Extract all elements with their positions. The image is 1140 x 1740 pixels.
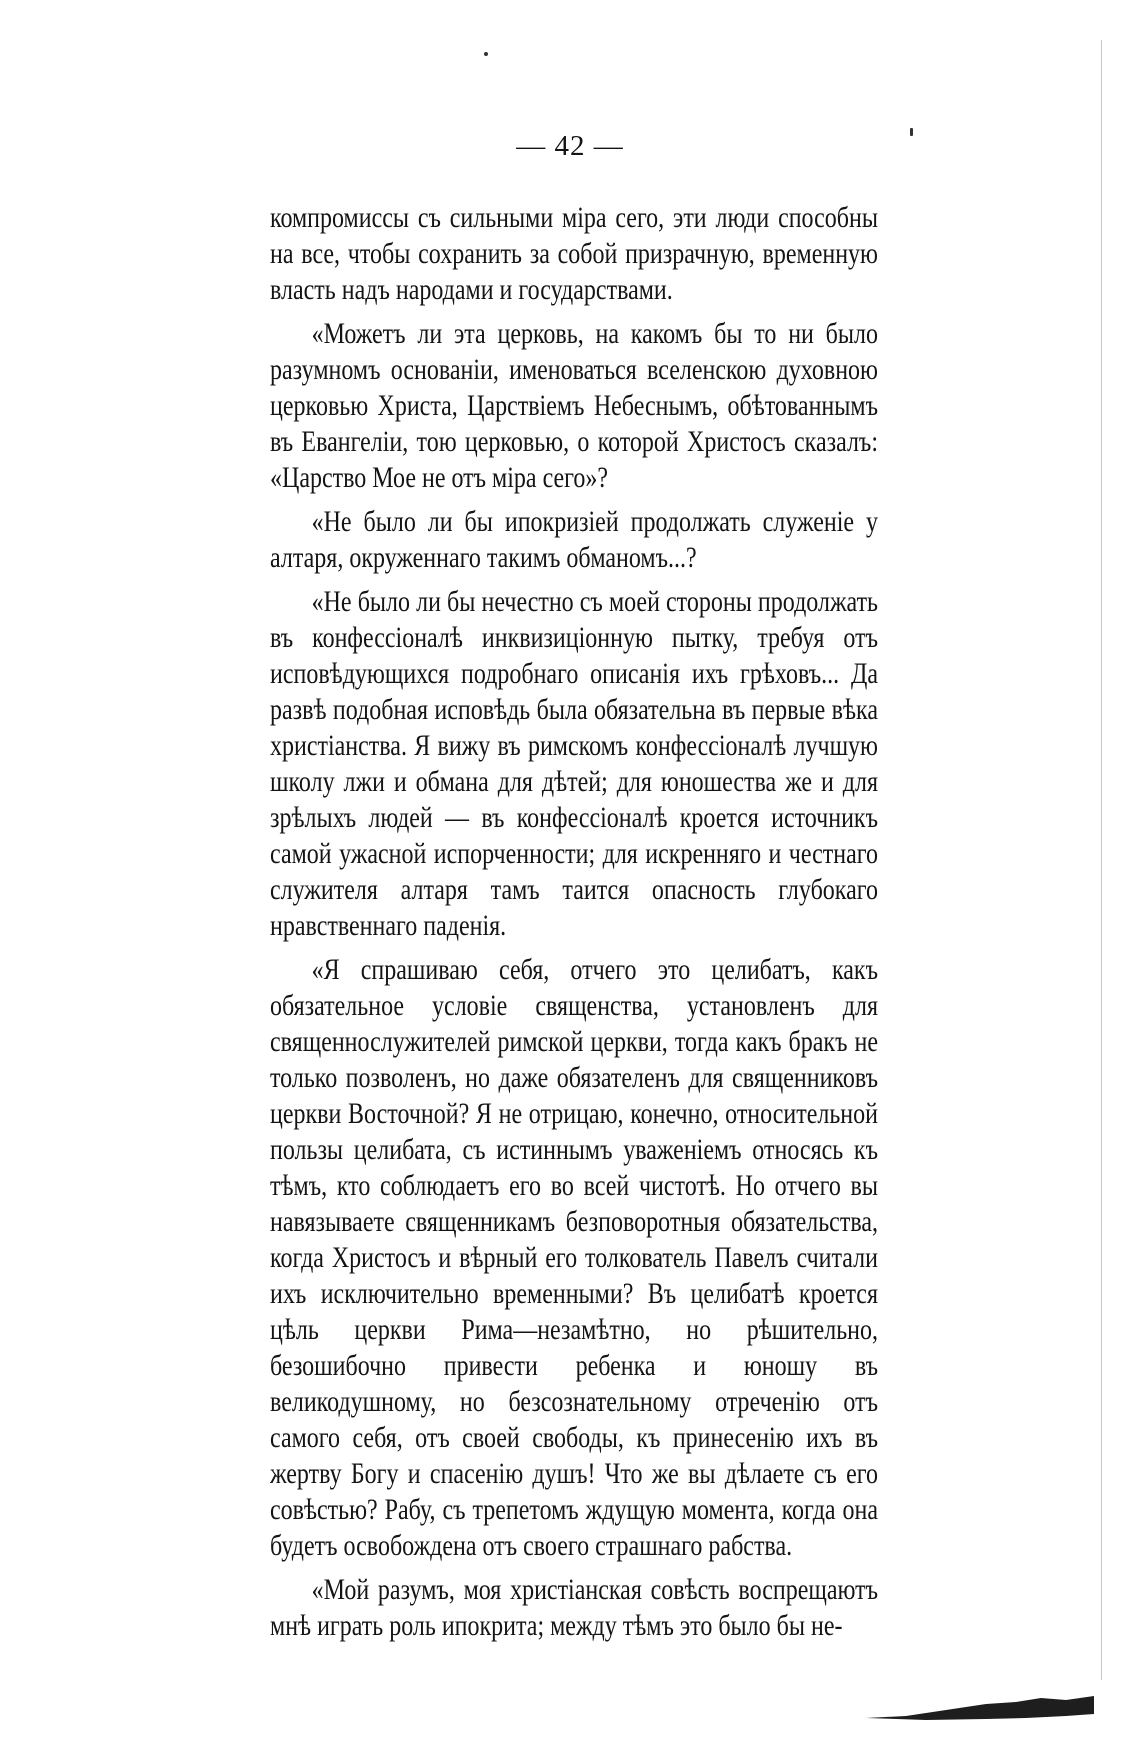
paragraph-3: «Не было ли бы ипокризіей продолжать служеніе у алтаря, окруженнаго такимъ обманомъ...? [270,505,879,574]
ink-stain [866,1692,1096,1722]
paragraph-5: «Я спрашиваю себя, отчего это целибатъ, какъ обязательное условіе священства, установленъ для священнослужителей римской церкви, тогда какъ бракъ не только позволенъ, но даже обязателенъ для священниковъ церкви Восточной? Я не отрицаю, конечно, относительной пользы целибата, съ истиннымъ уваженіемъ относясь къ тѣмъ, кто соблюдаетъ его во всей чистотѣ. Но отчего вы навязываете священникамъ безповоротныя обязательства, когда Христосъ и вѣрный его толкователь Павелъ считали ихъ исключительно временными? Въ целибатѣ кроется цѣль церкви Рима—незамѣтно, но рѣшительно, безошибочно привести ребенка и юношу въ великодушному, но безсознательному отреченію отъ самого себя, отъ своей свободы, къ принесенію ихъ въ жертву Богу и спасенію душъ! Что же вы дѣлаете съ его совѣстью? Рабу, съ трепетомъ ждущую момента, когда она будетъ освобождена отъ своего страшнаго рабства. [270,953,879,1562]
page-number: — 42 — [516,130,624,162]
paragraph-2: «Можетъ ли эта церковь, на какомъ бы то ни было разумномъ основаніи, именоваться вселенскою духовною церковью Христа, Царствіемъ Небеснымъ, обѣтованнымъ въ Евангеліи, тою церковью, о которой Христосъ сказалъ: «Царство Мое не отъ міра сего»? [270,317,879,494]
speck-top [484,52,488,56]
speck-right [910,128,913,136]
body-text [270,200,878,1652]
page-edge [1101,40,1102,1680]
paragraph-6: «Мой разумъ, моя христіанская совѣсть воспрещаютъ мнѣ играть роль ипокрита; между тѣмъ это было бы не- [270,1573,879,1642]
paragraph-1: компромиссы съ сильными міра сего, эти люди способны на все, чтобы сохранить за собой призрачную, временную власть надъ народами и государствами. [270,201,878,306]
paragraph-4: «Не было ли бы нечестно съ моей стороны продолжать въ конфессіоналѣ инквизиціонную пытку, требуя отъ исповѣдующихся подробнаго описанія ихъ грѣховъ... Да развѣ подобная исповѣдь была обязательна въ первые вѣка христіанства. Я вижу въ римскомъ конфессіоналѣ лучшую школу лжи и обмана для дѣтей; для юношества же и для зрѣлыхъ людей — въ конфессіоналѣ кроется источникъ самой ужасной испорченности; для искренняго и честнаго служителя алтаря тамъ таится опасность глубокаго нравственнаго паденія. [270,585,879,942]
